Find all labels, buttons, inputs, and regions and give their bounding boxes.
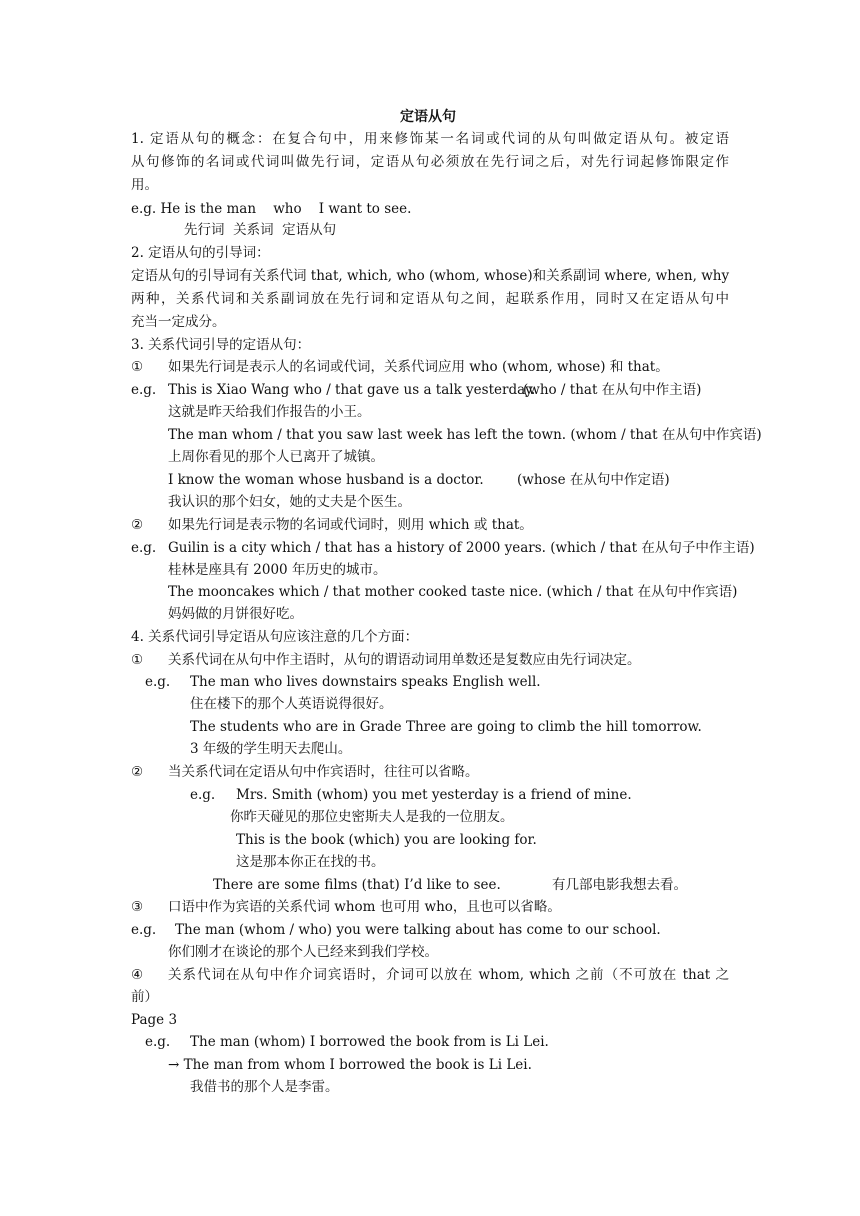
section-1-line-1: 1. 定语从句的概念：在复合句中，用来修饰某一名词或代词的从句叫做定语从句。被定语: [131, 131, 729, 147]
point-4-3-text: 口语中作为宾语的关系代词 whom 也可用 who，且也可以省略。: [168, 899, 561, 915]
section-2-line-1: 定语从句的引导词有关系代词 that, which, who (whom, whose)和关系副词 where, when, why: [131, 268, 730, 284]
example-4-6-chinese: 你们刚才在谈论的那个人已经来到我们学校。: [168, 944, 438, 960]
point-4-1-text: 关系代词在从句中作主语时，从句的谓语动词用单数还是复数应由先行词决定。: [168, 652, 641, 668]
example-4-5-chinese: 有几部电影我想去看。: [552, 877, 687, 893]
point-4-4-text-line-1: 关系代词在从句中作介词宾语时，介词可以放在 whom, which 之前（不可放在 that 之: [168, 967, 729, 983]
point-4-4-text-line-2: 前）: [131, 989, 158, 1005]
point-4-1-marker: ①: [131, 652, 144, 668]
eg-marker: e.g.: [131, 922, 157, 938]
point-4-3-marker: ③: [131, 899, 144, 915]
section-2-line-3: 充当一定成分。: [131, 314, 226, 330]
example-4-3-english: Mrs. Smith (whom) you met yesterday is a friend of mine.: [236, 787, 632, 803]
eg-marker: e.g.: [131, 382, 157, 398]
example-3-note: (whose 在从句中作定语): [517, 472, 670, 488]
example-4-6-english: The man (whom / who) you were talking about has come to our school.: [175, 922, 661, 938]
example-4-7-english: The man (whom) I borrowed the book from is Li Lei.: [190, 1034, 549, 1050]
point-1-text: 如果先行词是表示人的名词或代词，关系代词应用 who (whom, whose) 和 that。: [168, 359, 669, 375]
page-number: Page 3: [131, 1012, 178, 1028]
point-2-text: 如果先行词是表示物的名词或代词时，则用 which 或 that。: [168, 517, 533, 533]
example-4-2-english: The students who are in Grade Three are going to climb the hill tomorrow.: [190, 719, 702, 735]
section-1-line-3: 用。: [131, 177, 158, 193]
section-1-example: e.g. He is the man who I want to see.: [131, 201, 412, 217]
eg-marker: e.g.: [145, 674, 171, 690]
eg-marker: e.g.: [145, 1034, 171, 1050]
point-2-marker: ②: [131, 517, 144, 533]
example-4-3-chinese: 你昨天碰见的那位史密斯夫人是我的一位朋友。: [230, 809, 514, 825]
point-4-2-marker: ②: [131, 764, 144, 780]
eg-marker: e.g.: [190, 787, 216, 803]
section-3-heading: 3. 关系代词引导的定语从句：: [131, 337, 311, 353]
example-4-5-english: There are some films (that) I’d like to see.: [213, 877, 501, 893]
example-4-4-english: This is the book (which) you are looking for.: [236, 832, 537, 848]
example-1-english: This is Xiao Wang who / that gave us a talk yesterday.: [168, 382, 536, 398]
example-4-7-chinese: 我借书的那个人是李雷。: [190, 1079, 339, 1095]
example-4-4-chinese: 这是那本你正在找的书。: [236, 854, 385, 870]
section-2-line-2: 两种，关系代词和关系副词放在先行词和定语从句之间，起联系作用，同时又在定语从句中: [131, 291, 729, 307]
point-4-2-text: 当关系代词在定语从句中作宾语时，往往可以省略。: [168, 764, 479, 780]
example-4-english: Guilin is a city which / that has a history of 2000 years. (which / that 在从句子中作主语): [168, 540, 755, 556]
example-3-english: I know the woman whose husband is a doctor.: [168, 472, 484, 488]
eg-marker: e.g.: [131, 540, 157, 556]
section-4-heading: 4. 关系代词引导定语从句应该注意的几个方面：: [131, 629, 419, 645]
page-title: 定语从句: [400, 109, 456, 125]
example-2-english: The man whom / that you saw last week has left the town. (whom / that 在从句中作宾语): [168, 427, 762, 443]
example-1-note: (who / that 在从句中作主语): [523, 382, 702, 398]
example-4-2-chinese: 3 年级的学生明天去爬山。: [190, 741, 352, 757]
point-1-marker: ①: [131, 359, 144, 375]
example-4-1-chinese: 住在楼下的那个人英语说得很好。: [190, 696, 393, 712]
example-5-chinese: 妈妈做的月饼很好吃。: [168, 606, 303, 622]
example-4-1-english: The man who lives downstairs speaks English well.: [190, 674, 541, 690]
example-4-7-english-rewrite: → The man from whom I borrowed the book is Li Lei.: [168, 1057, 532, 1073]
example-5-english: The mooncakes which / that mother cooked taste nice. (which / that 在从句中作宾语): [168, 584, 738, 600]
example-4-chinese: 桂林是座具有 2000 年历史的城市。: [168, 562, 387, 578]
section-2-heading: 2. 定语从句的引导词：: [131, 245, 270, 261]
example-2-chinese: 上周你看见的那个人已离开了城镇。: [168, 449, 384, 465]
section-1-line-2: 从句修饰的名词或代词叫做先行词，定语从句必须放在先行词之后，对先行词起修饰限定作: [131, 154, 729, 170]
point-4-4-marker: ④: [131, 967, 144, 983]
example-1-chinese: 这就是昨天给我们作报告的小王。: [168, 404, 371, 420]
example-3-chinese: 我认识的那个妇女，她的丈夫是个医生。: [168, 494, 411, 510]
section-1-example-labels: 先行词 关系词 定语从句: [184, 222, 337, 238]
